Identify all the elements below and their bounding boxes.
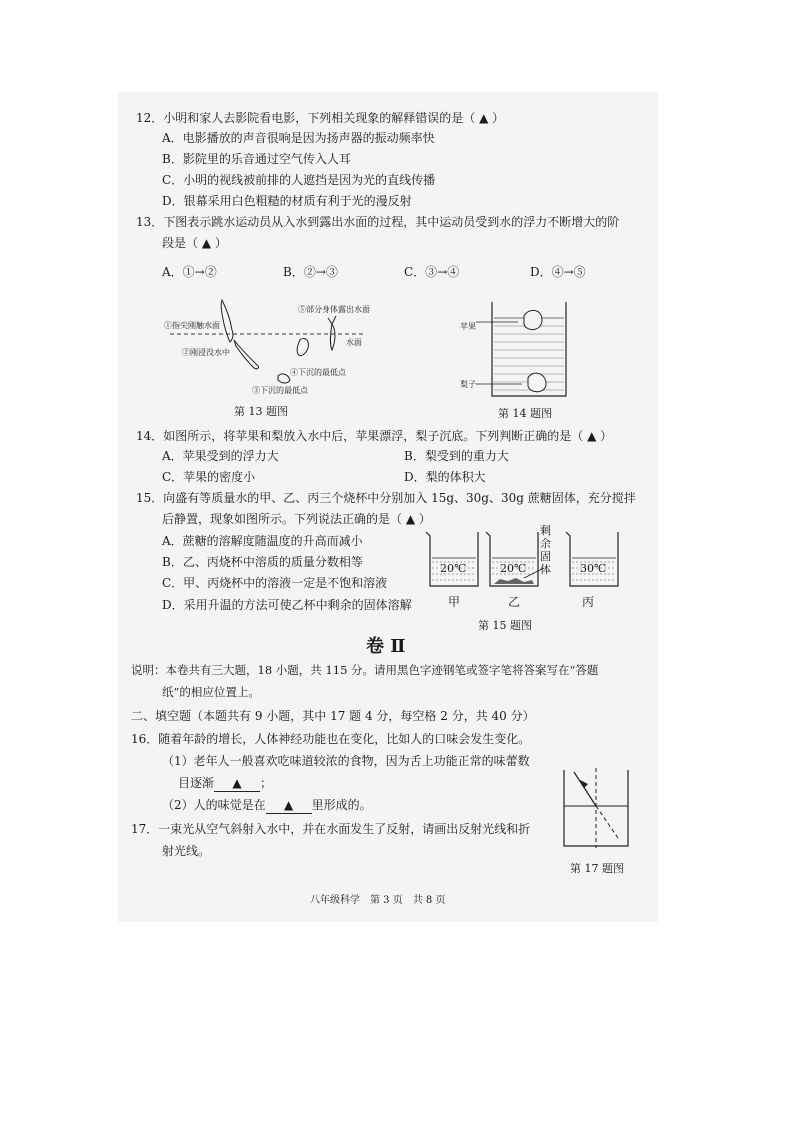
fig14-apple-label: 苹果 — [460, 322, 476, 331]
q13-stem-line1: 13．下图表示跳水运动员从入水到露出水面的过程，其中运动员受到水的浮力不断增大的阶 — [136, 215, 620, 229]
section2-note-line2: 纸”的相应位置上。 — [162, 685, 260, 699]
q15-stem-line1: 15．向盛有等质量水的甲、乙、丙三个烧杯中分别加入 15g、30g、30g 蔗糖固体，充分搅拌 — [136, 491, 636, 505]
fig13-label1: ①指尖刚触水面 — [164, 321, 220, 330]
fig13-label3: ③下沉的最低点 — [252, 386, 308, 395]
q14-option-c: C．苹果的密度小 — [162, 470, 256, 484]
q13-option-b: B．②→③ — [283, 265, 338, 279]
fig13-caption: 第 13 题图 — [234, 405, 288, 418]
q15-stem-line2: 后静置，现象如图所示。下列说法正确的是（ ▲ ） — [162, 512, 431, 526]
q13-stem-line2: 段是（ ▲ ） — [162, 236, 227, 250]
q17-stem-line2: 射光线。 — [162, 844, 211, 858]
q12-option-c: C．小明的视线被前排的人遮挡是因为光的直线传播 — [162, 173, 436, 187]
section2-title: 卷 Ⅱ — [366, 636, 406, 657]
q14-option-b: B．梨受到的重力大 — [404, 449, 509, 463]
fig14-pear-label: 梨子 — [460, 380, 476, 389]
q13-option-a: A．①→② — [162, 265, 217, 279]
fig15-beaker-yi: 乙 — [508, 595, 521, 609]
fig15-beaker-bing: 丙 — [582, 595, 595, 609]
fig14-beaker — [458, 300, 578, 400]
q15-option-a: A．蔗糖的溶解度随温度的升高而减小 — [162, 534, 363, 548]
q16-part2 — [162, 797, 372, 814]
q16-part1-line1: （1）老年人一般喜欢吃味道较浓的食物，因为舌上功能正常的味蕾数 — [162, 754, 530, 768]
q15-option-c: C．甲、丙烧杯中的溶液一定是不饱和溶液 — [162, 576, 388, 590]
fig15-temp-jia: 20℃ — [440, 562, 467, 575]
fig15-temp-bing: 30℃ — [580, 562, 607, 575]
section2-note-line1: 说明：本卷共有三大题，18 小题，共 115 分。请用黑色字迹钢笔或签字笔将答案写在“答题 — [131, 663, 599, 677]
q17-stem-line1: 17．一束光从空气斜射入水中，并在水面发生了反射，请画出反射光线和折 — [131, 822, 531, 836]
q16-part2-text: （2）人的味觉是在 — [162, 798, 266, 812]
fig17-diagram — [560, 766, 632, 850]
q14-option-a: A．苹果受到的浮力大 — [162, 449, 279, 463]
fig13-label4: ④下沉的最低点 — [290, 368, 346, 377]
q12-option-b: B．影院里的乐音通过空气传入人耳 — [162, 152, 351, 166]
q14-option-d: D．梨的体积大 — [404, 470, 486, 484]
section2-heading: 二、填空题（本题共有 9 小题，其中 17 题 4 分，每空格 2 分，共 40 分） — [131, 709, 535, 723]
q14-stem: 14．如图所示，将苹果和梨放入水中后，苹果漂浮，梨子沉底。下列判断正确的是（ ▲ ） — [136, 429, 613, 443]
fig15-beakers — [420, 528, 620, 592]
q16-part1-line2 — [178, 775, 272, 792]
q13-option-d: D．④→⑤ — [530, 265, 586, 279]
fig13-label2: ②刚浸没水中 — [182, 348, 230, 357]
q16-part2-end: 里形成的。 — [311, 798, 372, 812]
q13-option-c: C．③→④ — [404, 265, 460, 279]
q12-option-a: A．电影播放的声音很响是因为扬声器的振动频率快 — [162, 131, 435, 145]
q15-option-d: D．采用升温的方法可使乙杯中剩余的固体溶解 — [162, 598, 412, 612]
fig15-beaker-jia: 甲 — [448, 595, 461, 609]
fig14-caption: 第 14 题图 — [498, 407, 552, 420]
q16-part1-text: 目逐渐 — [178, 776, 215, 790]
q16-stem: 16．随着年龄的增长，人体神经功能也在变化，比如人的口味会发生变化。 — [131, 732, 531, 746]
fig15-caption: 第 15 题图 — [478, 619, 532, 632]
fig17-caption: 第 17 题图 — [570, 862, 624, 875]
fig13-water-label: 水面 — [346, 338, 362, 347]
q15-option-b: B．乙、丙烧杯中溶质的质量分数相等 — [162, 555, 363, 569]
page-footer: 八年级科学 第 3 页 共 8 页 — [310, 895, 446, 906]
fig15-temp-yi: 20℃ — [500, 562, 527, 575]
q12-option-d: D．银幕采用白色粗糙的材质有利于光的漫反射 — [162, 194, 412, 208]
fig15-residue-label: 剩余固体 — [540, 524, 551, 576]
q16-part1-end: ； — [260, 776, 273, 790]
q16-blank-2[interactable]: ▲ — [266, 797, 312, 814]
q16-blank-1[interactable]: ▲ — [214, 775, 260, 792]
fig13-label5: ⑤部分身体露出水面 — [298, 305, 370, 314]
q12-stem: 12．小明和家人去影院看电影，下列相关现象的解释错误的是（ ▲ ） — [136, 111, 505, 125]
